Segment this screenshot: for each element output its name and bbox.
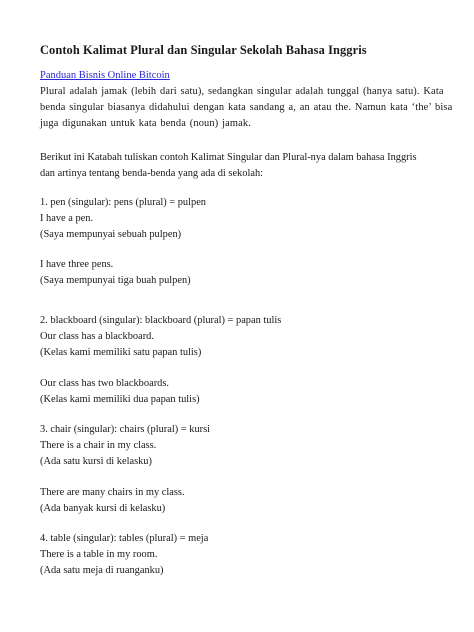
example-2-translation-1: (Kelas kami memiliki satu papan tulis) [40, 347, 202, 358]
para2-line-1: Berikut ini Katabah tuliskan contoh Kalimat Singular dan Plural-nya dalam bahasa Inggris [40, 152, 417, 163]
example-2-translation-2: (Kelas kami memiliki dua papan tulis) [40, 394, 200, 405]
example-1-heading: 1. pen (singular): pens (plural) = pulpen [40, 197, 207, 208]
example-3-translation-2: (Ada banyak kursi di kelasku) [40, 503, 166, 514]
intro-line-2: benda singular biasanya didahului dengan kata sandang a, an atau the. Namun kata ‘the’ bisa [40, 102, 453, 113]
example-1-sentence-1: I have a pen. [40, 213, 94, 224]
example-3-sentence-1: There is a chair in my class. [40, 440, 157, 451]
example-4-sentence-1: There is a table in my room. [40, 549, 158, 560]
intro-line-3: juga digunakan untuk kata benda (noun) jamak. [40, 118, 251, 129]
example-3-sentence-2: There are many chairs in my class. [40, 487, 185, 498]
example-2-heading: 2. blackboard (singular): blackboard (plural) = papan tulis [40, 315, 282, 326]
document-title: Contoh Kalimat Plural dan Singular Sekolah Bahasa Inggris [40, 43, 367, 57]
example-4-translation-1: (Ada satu meja di ruanganku) [40, 565, 164, 576]
example-3-translation-1: (Ada satu kursi di kelasku) [40, 456, 152, 467]
example-1-translation-2: (Saya mempunyai tiga buah pulpen) [40, 275, 191, 286]
example-1-translation-1: (Saya mempunyai sebuah pulpen) [40, 229, 182, 240]
intro-line-1: Plural adalah jamak (lebih dari satu), sedangkan singular adalah tunggal (hanya satu). Kata [40, 86, 444, 97]
panduan-bisnis-link[interactable]: Panduan Bisnis Online Bitcoin [40, 70, 170, 81]
example-3-heading: 3. chair (singular): chairs (plural) = kursi [40, 424, 211, 435]
para2-line-2: dan artinya tentang benda-benda yang ada di sekolah: [40, 168, 264, 179]
example-2-sentence-2: Our class has two blackboards. [40, 378, 169, 389]
example-4-heading: 4. table (singular): tables (plural) = meja [40, 533, 209, 544]
example-2-sentence-1: Our class has a blackboard. [40, 331, 154, 342]
example-1-sentence-2: I have three pens. [40, 259, 114, 270]
